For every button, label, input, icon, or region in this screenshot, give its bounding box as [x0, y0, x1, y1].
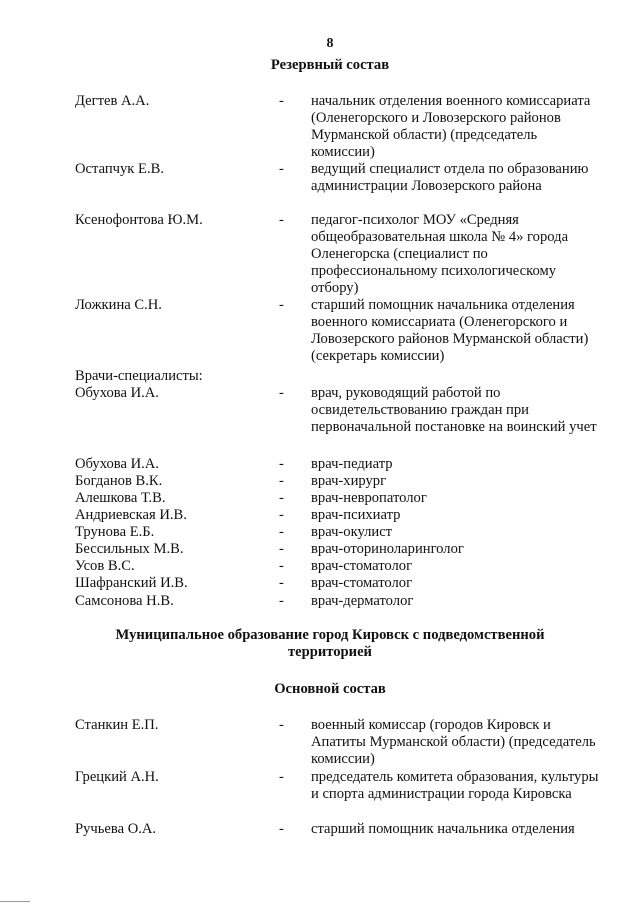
doctor-role: врач-психиатр [311, 507, 401, 523]
member-name: Дегтев А.А. [75, 93, 150, 109]
dash: - [279, 575, 284, 591]
dash: - [279, 524, 284, 540]
member-role: старший помощник начальника отделения [311, 821, 575, 837]
dash: - [279, 297, 284, 313]
doctor-name: Усов В.С. [75, 558, 135, 574]
doctor-name: Обухова И.А. [75, 456, 159, 472]
doctor-name: Шафранский И.В. [75, 575, 188, 591]
member-name: Остапчук Е.В. [75, 161, 164, 177]
member-role: старший помощник начальника отделения военного комиссариата (Оленегорского и Ловозерского районов Мурманской области) (секретарь комиссии) [311, 297, 589, 364]
page-number: 8 [326, 36, 334, 51]
scan-artifact-line [0, 901, 30, 902]
doctor-name: Обухова И.А. [75, 385, 159, 401]
doctor-name: Богданов В.К. [75, 473, 163, 489]
section-heading-municipality: Муниципальное образование город Кировск с подведомственной территорией [115, 627, 545, 660]
member-name: Ксенофонтова Ю.М. [75, 212, 203, 228]
dash: - [279, 507, 284, 523]
doctor-role: врач-стоматолог [311, 558, 413, 574]
doctors-label: Врачи-специалисты: [75, 368, 203, 384]
doctor-name: Трунова Е.Б. [75, 524, 155, 540]
doctor-role: врач-педиатр [311, 456, 393, 472]
dash: - [279, 821, 284, 837]
dash: - [279, 769, 284, 785]
doctor-name: Бессильных М.В. [75, 541, 184, 557]
member-name: Грецкий А.Н. [75, 769, 159, 785]
member-role: председатель комитета образования, культуры и спорта администрации города Кировска [311, 769, 599, 802]
dash: - [279, 385, 284, 401]
member-name: Ложкина С.Н. [75, 297, 162, 313]
member-role: ведущий специалист отдела по образованию администрации Ловозерского района [311, 161, 589, 194]
doctor-name: Алешкова Т.В. [75, 490, 166, 506]
member-name: Ручьева О.А. [75, 821, 157, 837]
section-heading-main: Основной состав [274, 681, 386, 697]
member-role: педагог-психолог МОУ «Средняя общеобразовательная школа № 4» города Оленегорска (специалист по профессиональному психологическому отбору) [311, 212, 569, 296]
dash: - [279, 473, 284, 489]
dash: - [279, 558, 284, 574]
doctor-name: Андриевская И.В. [75, 507, 187, 523]
dash: - [279, 161, 284, 177]
doctor-role: врач-дерматолог [311, 593, 414, 609]
dash: - [279, 717, 284, 733]
dash: - [279, 490, 284, 506]
doctor-role: врач-оториноларинголог [311, 541, 464, 557]
doctor-role: врач-стоматолог [311, 575, 413, 591]
dash: - [279, 593, 284, 609]
member-role: начальник отделения военного комиссариата (Оленегорского и Ловозерского районов Мурманской области) (председатель комиссии) [311, 93, 591, 160]
doctor-role: врач, руководящий работой по освидетельствованию граждан при первоначальной постановке на воинский учет [311, 385, 597, 435]
section-heading-reserve: Резервный состав [270, 57, 390, 73]
dash: - [279, 456, 284, 472]
dash: - [279, 541, 284, 557]
dash: - [279, 212, 284, 228]
doctor-role: врач-окулист [311, 524, 393, 540]
member-name: Станкин Е.П. [75, 717, 159, 733]
doctor-role: врач-невропатолог [311, 490, 427, 506]
dash: - [279, 93, 284, 109]
doctor-name: Самсонова Н.В. [75, 593, 174, 609]
member-role: военный комиссар (городов Кировск и Апатиты Мурманской области) (председатель комиссии) [311, 717, 596, 767]
doctor-role: врач-хирург [311, 473, 387, 489]
